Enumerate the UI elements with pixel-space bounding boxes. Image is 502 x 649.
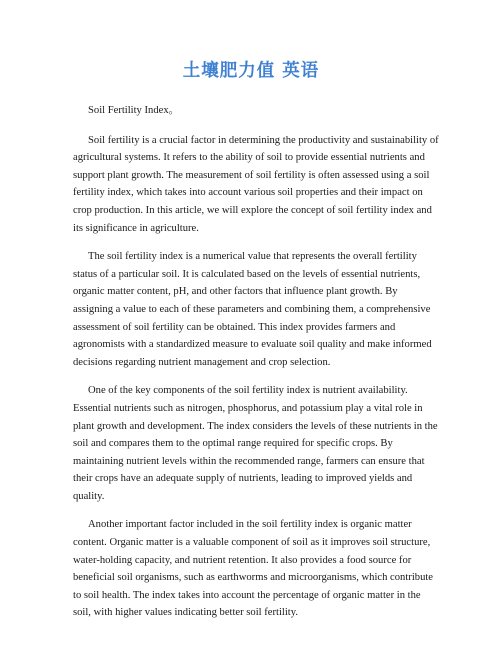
document-body — [73, 102, 439, 633]
paragraph-intro: Soil fertility is a crucial factor in determining the productivity and sustainability of agricultural systems. It refers to the ability of soil to provide essential nutrients and support plant growth. The measurement of soil fertility is often assessed using a soil fertility index, which takes into account various soil properties and their impact on crop production. In this article, we will explore the concept of soil fertility index and its significance in agriculture. — [73, 134, 439, 234]
paragraph-heading: Soil Fertility Index。 — [88, 105, 180, 116]
paragraph-nutrient-availability: One of the key components of the soil fertility index is nutrient availability. Essential nutrients such as nitrogen, phosphorus, and potassium play a vital role in plant growth and development. The index considers the levels of these nutrients in the soil and compares them to the optimal range required for specific crops. By maintaining nutrient levels within the recommended range, farmers can ensure that their crops have an adequate supply of nutrients, leading to improved yields and quality. — [73, 385, 438, 502]
document-title: 土壤肥力值 英语 — [182, 61, 320, 81]
paragraph-organic-matter: Another important factor included in the soil fertility index is organic matter content. Organic matter is a valuable component of soil as it improves soil structure, water-holding capacity, and nutrient retention. It also provides a food source for beneficial soil organisms, such as earthworms and microorganisms, which contribute to soil health. The index takes into account the percentage of organic matter in the soil, with higher values indicating better soil fertility. — [73, 519, 434, 619]
paragraph-index-definition: The soil fertility index is a numerical value that represents the overall fertility status of a particular soil. It is calculated based on the levels of essential nutrients, organic matter content, pH, and other factors that influence plant growth. By assigning a value to each of these parameters and combining them, a comprehensive assessment of soil fertility can be obtained. This index provides farmers and agronomists with a standardized measure to evaluate soil quality and make informed decisions regarding nutrient management and crop selection. — [73, 251, 432, 368]
